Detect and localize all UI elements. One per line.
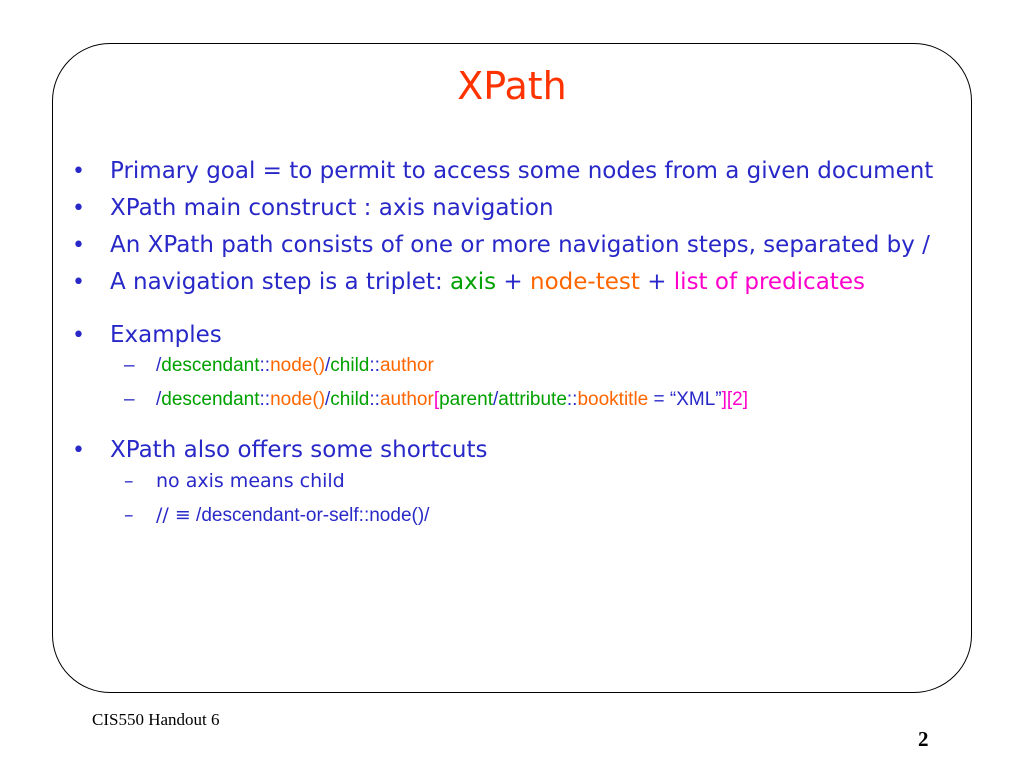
dash-marker: –: [124, 355, 135, 376]
triplet-predicates: list of predicates: [673, 269, 865, 295]
ex1-author: author: [379, 355, 434, 376]
bullet-path-steps: [72, 230, 962, 261]
bullet-marker: •: [72, 159, 85, 184]
bullet-marker: •: [72, 196, 85, 221]
dash-marker: –: [124, 470, 134, 492]
shortcut-2-rest: /descendant-or-self::node()/: [190, 505, 430, 526]
bullet-text: An XPath path consists of one or more navigation steps, separated by /: [110, 232, 930, 258]
ex2-part: ::: [566, 389, 578, 410]
shortcut-1-text: no axis means child: [156, 470, 345, 492]
shortcuts-label: XPath also offers some shortcuts: [110, 437, 488, 463]
bullet-shortcuts: [72, 435, 962, 466]
example-2: [72, 387, 962, 413]
bullet-main-construct: [72, 193, 962, 224]
ex2-axis-attribute: attribute: [498, 389, 567, 410]
ex2-part: /: [156, 389, 162, 410]
ex1-axis-child: child: [330, 355, 370, 376]
example-1: [72, 353, 962, 379]
triplet-prefix: A navigation step is a triplet:: [110, 269, 451, 295]
ex1-part: ::: [369, 355, 380, 376]
triplet-node-test: node-test: [530, 269, 640, 295]
ex2-part: /: [325, 389, 331, 410]
triplet-axis: axis: [450, 269, 497, 295]
ex2-part: /: [492, 389, 499, 410]
ex2-predicate-close: ][2]: [721, 389, 749, 410]
bullet-marker: •: [72, 270, 85, 295]
ex2-author: author: [379, 389, 434, 410]
triplet-plus-2: +: [639, 269, 674, 295]
bullet-marker: •: [72, 438, 85, 463]
ex1-part: /: [325, 355, 331, 376]
bullet-examples: [72, 320, 962, 351]
bullet-triplet: [72, 267, 962, 298]
ex2-part: ::: [259, 389, 271, 410]
ex2-axis-parent: parent: [439, 389, 493, 410]
ex1-part: /: [156, 355, 162, 376]
bullet-marker: •: [72, 233, 85, 258]
ex2-predicate-open: [: [433, 389, 440, 410]
ex1-axis-descendant: descendant: [161, 355, 260, 376]
ex2-node-test: node(): [270, 389, 326, 410]
footer-handout: CIS550 Handout 6: [92, 710, 220, 729]
equivalence-symbol: ≡: [174, 504, 191, 526]
bullet-marker: •: [72, 323, 85, 348]
dash-marker: –: [124, 504, 134, 526]
ex2-equals-xml: = “XML”: [648, 389, 722, 410]
ex2-booktitle: booktitle: [577, 389, 649, 410]
bullet-text: XPath main construct : axis navigation: [110, 195, 554, 221]
shortcut-2-prefix: //: [156, 504, 175, 526]
shortcut-2: [72, 502, 962, 529]
ex2-axis-child: child: [330, 389, 370, 410]
shortcut-1: [72, 468, 962, 494]
bullet-primary-goal: [72, 156, 962, 187]
ex1-part: ::: [259, 355, 271, 376]
slide-content: [72, 156, 962, 537]
triplet-plus-1: +: [496, 269, 531, 295]
page-number: 2: [918, 727, 929, 751]
ex2-part: ::: [369, 389, 380, 410]
bullet-text: Primary goal = to permit to access some nodes from a given document: [110, 158, 934, 184]
ex2-axis-descendant: descendant: [161, 389, 260, 410]
slide-title: XPath: [457, 64, 567, 108]
dash-marker: –: [124, 389, 135, 410]
ex1-node-test: node(): [270, 355, 326, 376]
examples-label: Examples: [110, 322, 222, 348]
